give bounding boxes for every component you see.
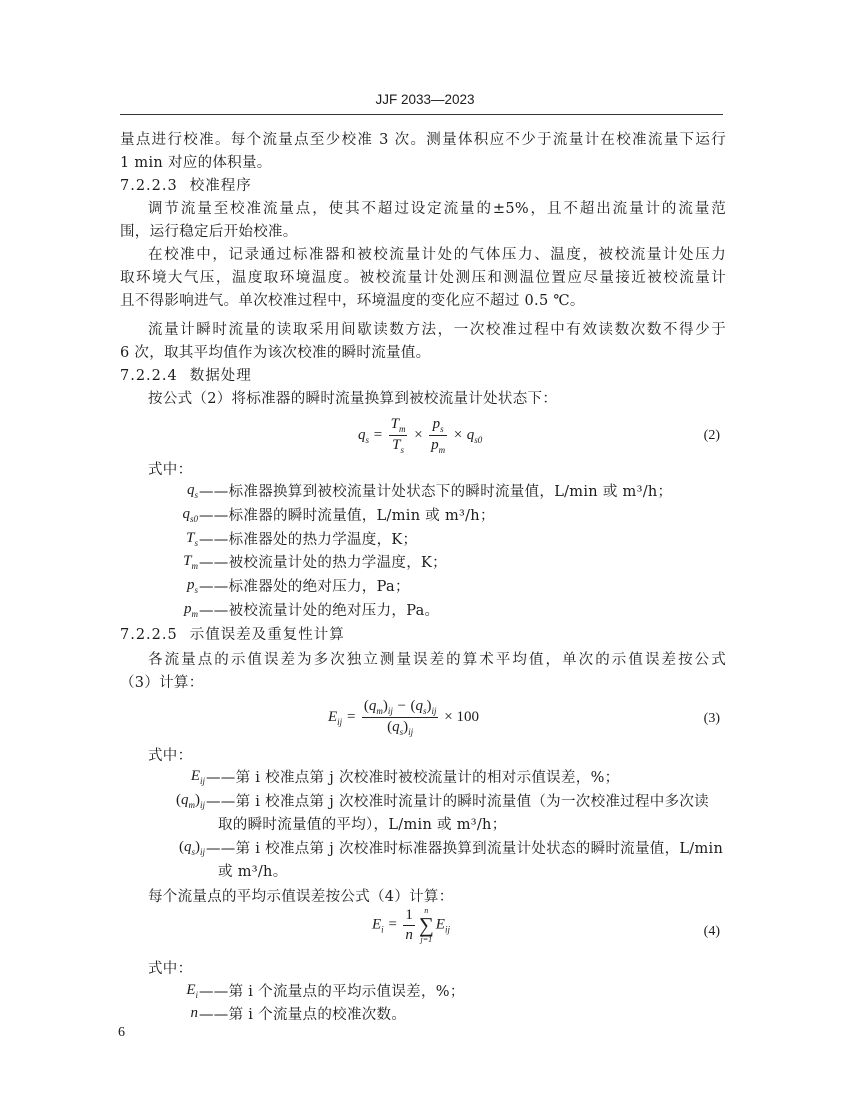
symbol-Ei: $E_i$: [186, 982, 198, 1000]
body-line: 按公式（2）将标准器的瞬时流量换算到被校流量计处状态下：: [148, 391, 558, 407]
body-line: 取环境大气压，温度取环境温度。被校流量计处测压和测温位置应尽量接近被校流量计: [120, 270, 726, 286]
definition: ——标准器换算到被校流量计处状态下的瞬时流量值，L/min 或 m³/h；: [199, 484, 673, 500]
symbol-qs0: $q_{s0}$: [182, 506, 198, 524]
equation-3: $E_{ij}$ = $\frac{(q_m)_{ij} - (q_s)_{ij}}{(q_s)_{ij}}$ × 100: [328, 698, 479, 737]
equation-number: (4): [703, 924, 720, 939]
body-line: 在校准中，记录通过标准器和被校流量计处的气体压力、温度，被校流量计处压力: [148, 247, 726, 263]
definition: ——第 i 校准点第 j 次校准时被校流量计的相对示值误差，%；: [206, 770, 620, 786]
body-line: 每个流量点的平均示值误差按公式（4）计算：: [148, 889, 454, 905]
where-label: 式中：: [148, 748, 193, 764]
body-line: 围，运行稳定后开始校准。: [120, 224, 298, 240]
section-heading-7-2-2-3: [120, 175, 726, 197]
definition: ——第 i 校准点第 j 次校准时流量计的瞬时流量值（为一次校准过程中多次读: [206, 794, 709, 810]
symbol-pm: $p_m$: [184, 601, 198, 619]
body-line: 各流量点的示值误差为多次独立测量误差的算术平均值，单次的示值误差按公式: [148, 652, 726, 668]
body-line: 且不得影响进气。单次校准过程中，环境温度的变化应不超过 0.5 ℃。: [120, 293, 585, 309]
equation-number: (3): [703, 711, 720, 726]
body-line: （3）计算：: [120, 675, 204, 691]
definition-continued: 或 m³/h。: [218, 864, 288, 880]
definition-continued: 取的瞬时流量值的平均），L/min 或 m³/h；: [218, 817, 507, 833]
body-line: 流量计瞬时流量的读取采用间歇读数方法，一次校准过程中有效读数次数不得少于: [148, 322, 726, 338]
symbol-Ts: $T_s$: [186, 530, 198, 548]
definition: ——标准器处的热力学温度，K；: [199, 532, 418, 548]
symbol-ps: $p_s$: [186, 577, 198, 595]
definition: ——标准器的瞬时流量值，L/min 或 m³/h；: [199, 508, 495, 524]
symbol-Tm: $T_m$: [183, 553, 198, 571]
symbol-qm-ij: $(q_m)_{ij}$: [175, 792, 205, 810]
symbol-qs: $q_s$: [186, 482, 198, 500]
body-line: 1 min 对应的体积量。: [120, 155, 272, 171]
section-number: 7.2.2.5: [120, 627, 178, 643]
body-line: 调节流量至校准流量点，使其不超过设定流量的±5%，且不超出流量计的流量范: [148, 201, 726, 217]
section-title: 校准程序: [189, 178, 252, 194]
definition: ——标准器处的绝对压力，Pa；: [199, 579, 410, 595]
section-number: 7.2.2.4: [120, 368, 178, 384]
definition: ——被校流量计处的绝对压力，Pa。: [199, 603, 440, 619]
definition: ——第 i 个流量点的校准次数。: [199, 1007, 407, 1023]
equation-4: $E_i$ = $\frac{1}{n}$ n ∑ j=1 $E_{ij}$: [372, 906, 450, 944]
page-number: 6: [118, 1025, 125, 1040]
body-line: 6 次，取其平均值作为该次校准的瞬时流量值。: [120, 345, 431, 361]
header-rule: [120, 114, 723, 115]
where-label: 式中：: [148, 961, 193, 977]
symbol-n: n: [190, 1005, 198, 1021]
standard-code-header: JJF 2033—2023: [375, 92, 475, 107]
equation-number: (2): [703, 428, 720, 443]
body-line: 量点进行校准。每个流量点至少校准 3 次。测量体积应不少于流量计在校准流量下运行: [120, 132, 726, 148]
section-heading-7-2-2-4: [120, 365, 726, 387]
definition: ——第 i 校准点第 j 次校准时标准器换算到流量计处状态的瞬时流量值，L/min: [206, 841, 724, 857]
symbol-qs-ij: $(q_s)_{ij}$: [178, 839, 205, 857]
section-number: 7.2.2.3: [120, 178, 178, 194]
definition: ——被校流量计处的热力学温度，K；: [199, 555, 447, 571]
section-title: 示值误差及重复性计算: [189, 627, 345, 643]
where-label: 式中：: [148, 462, 193, 478]
section-heading-7-2-2-5: [120, 624, 726, 646]
symbol-Eij: $E_{ij}$: [190, 768, 205, 786]
section-title: 数据处理: [189, 368, 252, 384]
definition: ——第 i 个流量点的平均示值误差，%；: [199, 984, 465, 1000]
equation-2: $q_s$ = $\frac{T_m}{T_s}$ × $\frac{p_s}{p_m}$ × $q_{s0}$: [358, 416, 483, 455]
